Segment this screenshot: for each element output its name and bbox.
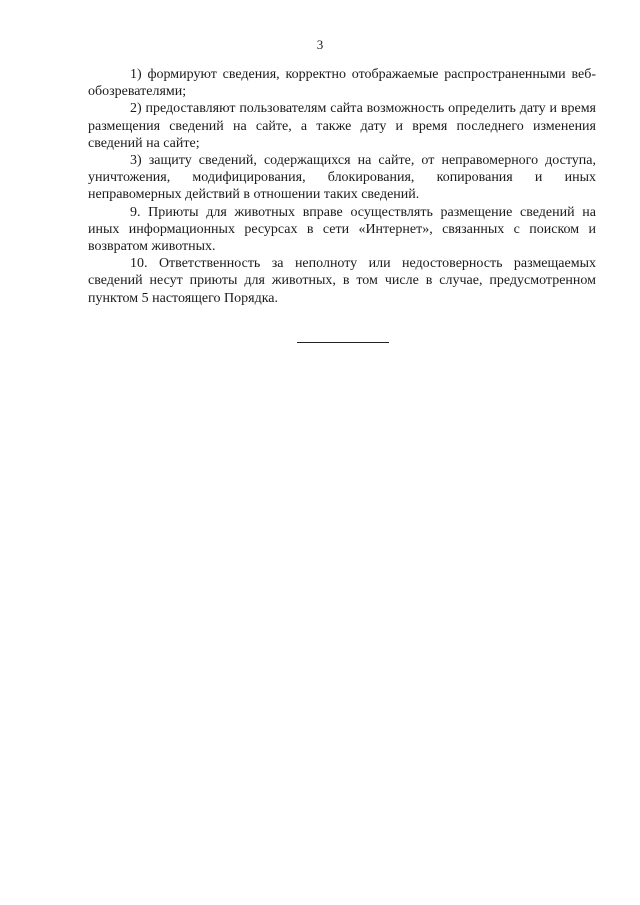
paragraph-item-3: 3) защиту сведений, содержащихся на сайте, от неправомерного доступа, уничтожения, модифицирования, блокирования, копирования и иных неправомерных действий в отношении таких сведений. bbox=[88, 153, 596, 203]
paragraph-item-2: 2) предоставляют пользователям сайта возможность определить дату и время размещения сведений на сайте, а также дату и время последнего изменения сведений на сайте; bbox=[88, 101, 596, 151]
paragraph-point-9: 9. Приюты для животных вправе осуществлять размещение сведений на иных информационных ресурсах в сети «Интернет», связанных с поиском и возвратом животных. bbox=[88, 204, 596, 255]
document-body bbox=[88, 66, 596, 307]
paragraph-item-1: 1) формируют сведения, корректно отображаемые распространенными веб-обозревателями; bbox=[88, 67, 596, 100]
page-number: 3 bbox=[316, 37, 324, 52]
paragraph-point-10: 10. Ответственность за неполноту или недостоверность размещаемых сведений несут приюты для животных, в том числе в случае, предусмотренном пунктом 5 настоящего Порядка. bbox=[88, 256, 596, 306]
end-separator-line bbox=[297, 342, 389, 343]
